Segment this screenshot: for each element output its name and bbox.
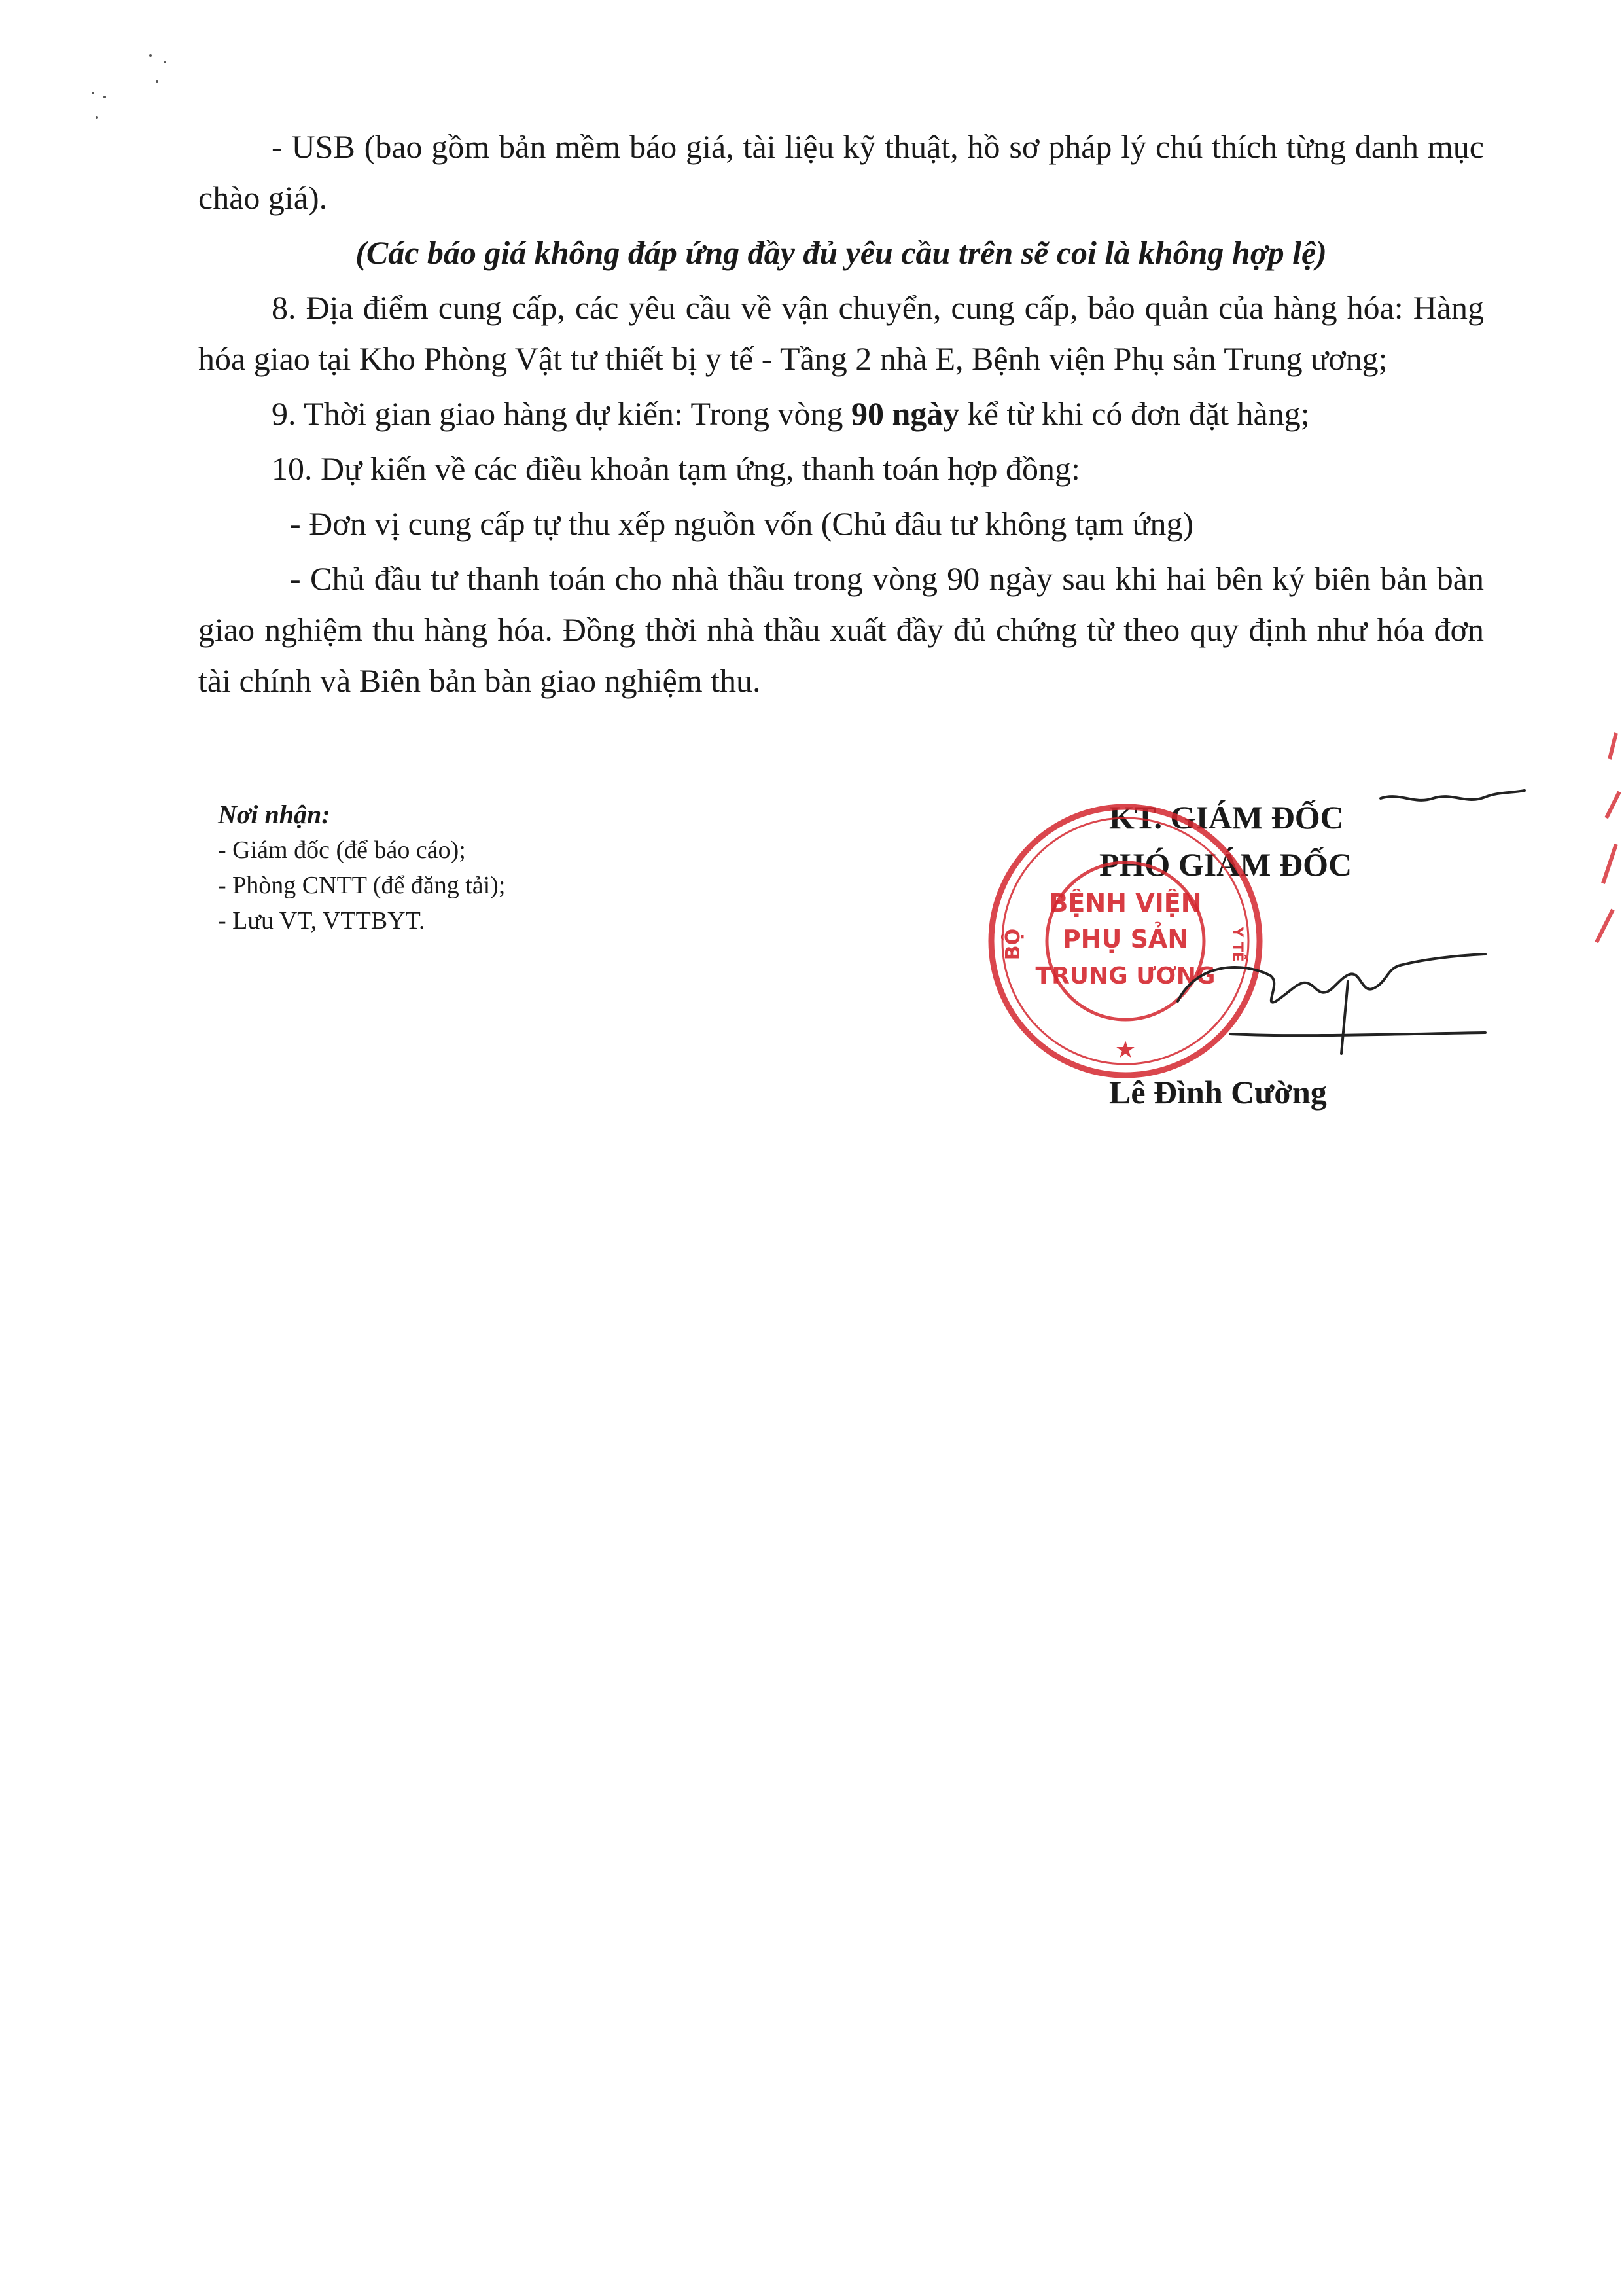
recipient-item: - Phòng CNTT (để đăng tải); xyxy=(218,872,506,899)
signer-name: Lê Đình Cường xyxy=(1109,1074,1327,1111)
recipient-item: - Giám đốc (để báo cáo); xyxy=(218,836,466,864)
stamp-line3: TRUNG ƯƠNG xyxy=(1035,963,1216,989)
stamp-side-right: Y TẾ xyxy=(1229,927,1245,962)
stamp-line1: BỆNH VIỆN xyxy=(1049,889,1202,917)
document-body xyxy=(198,121,1484,710)
signature-block xyxy=(1047,798,1505,1139)
delivery-days: 90 ngày xyxy=(851,395,960,432)
signer-role-line1: KT. GIÁM ĐỐC xyxy=(1109,799,1344,836)
scan-specks xyxy=(85,46,183,131)
stamp-line2: PHỤ SẢN xyxy=(1062,925,1189,953)
signer-role-line2: PHÓ GIÁM ĐỐC xyxy=(1099,846,1352,883)
edge-stamp-marks xyxy=(1583,720,1624,969)
invalid-quote-note: (Các báo giá không đáp ứng đầy đủ yêu cầu trên sẽ coi là không hợp lệ) xyxy=(355,234,1327,271)
item-10-payment: - Chủ đầu tư thanh toán cho nhà thầu trong vòng 90 ngày sau khi hai bên ký biên bản bàn giao nghiệm thu hàng hóa. Đồng thời nhà thầu xuất đầy đủ chứng từ theo quy định như hóa đơn tài chính và Biên bản bàn giao nghiệm thu. xyxy=(198,560,1484,699)
usb-requirement: - USB (bao gồm bản mềm báo giá, tài liệu kỹ thuật, hồ sơ pháp lý chú thích từng danh mục chào giá). xyxy=(198,128,1484,216)
item-10-advance: - Đơn vị cung cấp tự thu xếp nguồn vốn (Chủ đâu tư không tạm ứng) xyxy=(290,505,1194,542)
item-8-delivery-location: 8. Địa điểm cung cấp, các yêu cầu về vận chuyển, cung cấp, bảo quản của hàng hóa: Hàng hóa giao tại Kho Phòng Vật tư thiết bị y tế - Tầng 2 nhà E, Bệnh viện Phụ sản Trung ương; xyxy=(198,289,1484,377)
item-10-payment-terms: 10. Dự kiến về các điều khoản tạm ứng, thanh toán hợp đồng: xyxy=(272,450,1080,487)
recipients-title: Nơi nhận: xyxy=(218,800,330,829)
stamp-star-icon: ★ xyxy=(1114,1037,1137,1063)
recipient-item: - Lưu VT, VTTBYT. xyxy=(218,907,425,934)
recipients-block xyxy=(218,797,676,938)
initial-mark xyxy=(1374,779,1531,818)
item-9-delivery-time: 9. Thời gian giao hàng dự kiến: Trong vòng 90 ngày kể từ khi có đơn đặt hàng; xyxy=(272,395,1310,432)
stamp-side-left: BỘ xyxy=(1002,928,1025,961)
